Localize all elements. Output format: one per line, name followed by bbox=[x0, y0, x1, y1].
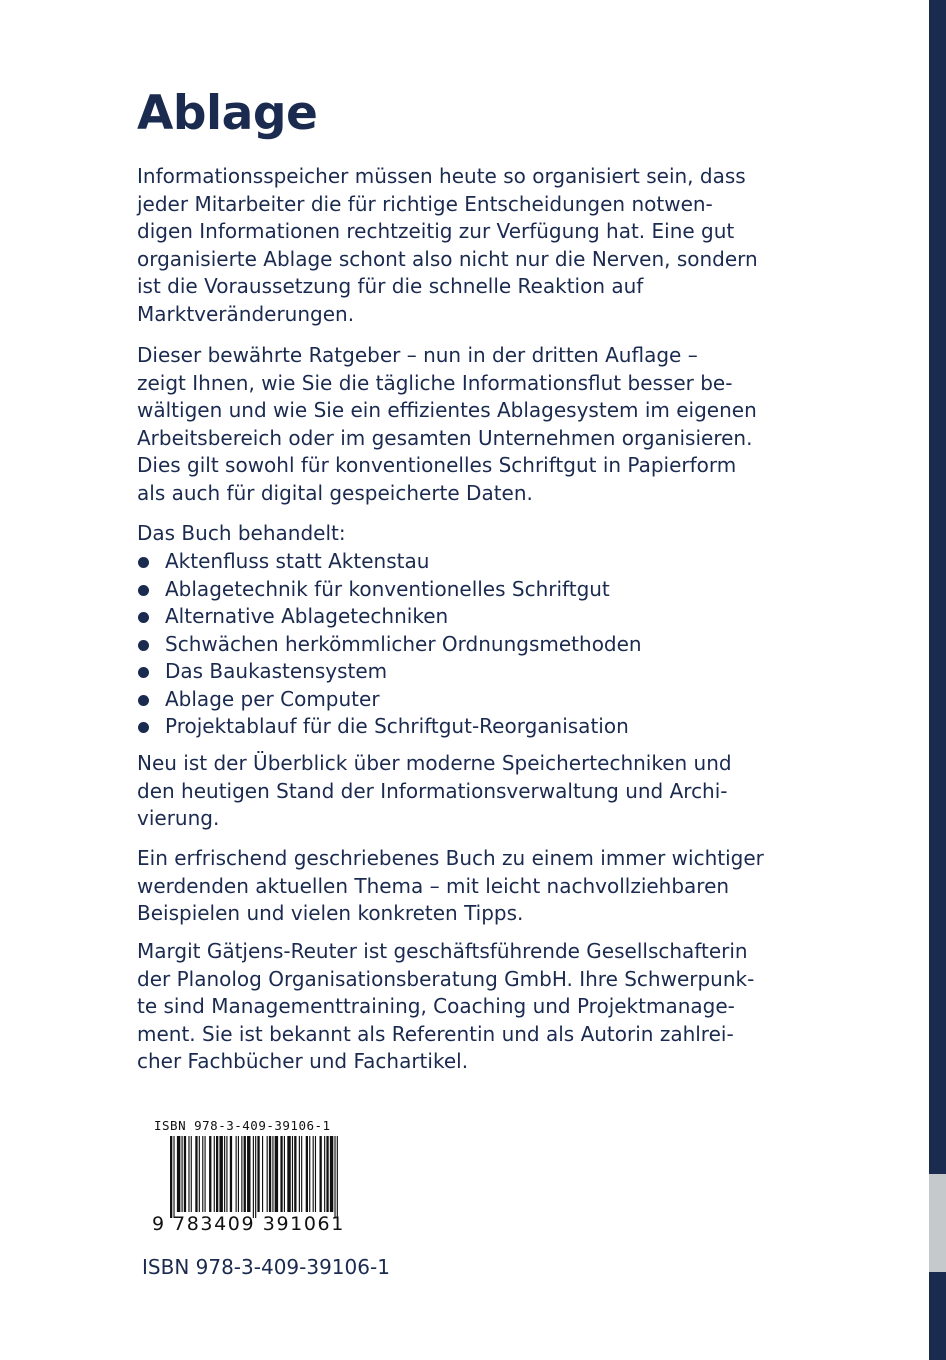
topics-intro: Das Buch behandelt: bbox=[137, 521, 346, 545]
barcode-bar bbox=[255, 1136, 256, 1218]
barcode-bar bbox=[202, 1136, 203, 1212]
barcode-bar bbox=[188, 1136, 189, 1212]
barcode-bar bbox=[272, 1136, 273, 1212]
barcode-bar bbox=[313, 1136, 314, 1212]
barcode-bar bbox=[219, 1136, 222, 1212]
author-bio-paragraph: Margit Gätjens-Reuter ist geschäftsführende Gesellschafterin der Planolog Organisationsberatung GmbH. Ihre Schwerpunk- te sind Managementtraining, Coaching und Projektmanage- ment. Sie ist bekannt als Referentin und als Autorin zahlrei- cher Fachbücher und Fachartikel. bbox=[137, 939, 755, 1073]
bullet-icon bbox=[138, 667, 149, 678]
barcode-bar bbox=[267, 1136, 268, 1212]
barcode-bar bbox=[191, 1136, 192, 1212]
spine-grey-block bbox=[929, 1174, 946, 1272]
list-item bbox=[137, 658, 797, 686]
barcode-bar bbox=[337, 1136, 338, 1218]
list-item-label: Das Baukastensystem bbox=[165, 659, 388, 683]
barcode-bar bbox=[224, 1136, 225, 1212]
book-spine-edge bbox=[929, 0, 946, 1360]
barcode-lead-digit: 9 bbox=[152, 1213, 165, 1235]
barcode-isbn-label: ISBN 978-3-409-39106-1 bbox=[154, 1118, 331, 1133]
bullet-icon bbox=[138, 722, 149, 733]
barcode-bar bbox=[230, 1136, 232, 1212]
barcode-bar bbox=[269, 1136, 271, 1212]
bullet-icon bbox=[138, 640, 149, 651]
list-item bbox=[137, 603, 797, 631]
barcode-bar bbox=[326, 1136, 328, 1212]
barcode-bar bbox=[299, 1136, 300, 1212]
isbn-text: ISBN 978-3-409-39106-1 bbox=[142, 1255, 390, 1279]
barcode-bar bbox=[330, 1136, 333, 1212]
barcode-bar bbox=[301, 1136, 302, 1212]
barcode-bar bbox=[284, 1136, 285, 1212]
barcode-bar bbox=[205, 1136, 206, 1212]
barcode-bar bbox=[184, 1136, 186, 1212]
barcode-bar bbox=[216, 1136, 218, 1212]
list-item-label: Aktenfluss statt Aktenstau bbox=[165, 549, 430, 573]
bullet-icon bbox=[138, 557, 149, 568]
barcode-bar bbox=[182, 1136, 183, 1212]
barcode-bar bbox=[306, 1136, 308, 1212]
barcode-bar bbox=[315, 1136, 316, 1212]
barcode-bar bbox=[294, 1136, 296, 1212]
barcode-bar bbox=[236, 1136, 237, 1212]
list-item bbox=[137, 576, 797, 604]
barcode-bar bbox=[209, 1136, 211, 1212]
list-item bbox=[137, 631, 797, 659]
barcode-bar bbox=[262, 1136, 263, 1212]
list-item-label: Ablage per Computer bbox=[165, 686, 380, 711]
barcode-bar bbox=[275, 1136, 278, 1212]
isbn-barcode bbox=[170, 1136, 338, 1218]
praise-paragraph: Ein erfrischend geschriebenes Buch zu einem immer wichtiger werdenden aktuellen Thema – mit leicht nachvollziehbaren Beispielen und vielen konkreten Tipps. bbox=[137, 846, 764, 925]
barcode-bar bbox=[244, 1136, 246, 1212]
barcode-bar bbox=[170, 1136, 172, 1218]
list-item bbox=[137, 713, 797, 741]
list-item-label: Schwächen herkömmlicher Ordnungsmethoden bbox=[165, 631, 642, 656]
barcode-digits: 783409 391061 bbox=[173, 1213, 345, 1235]
barcode-bar bbox=[334, 1136, 335, 1218]
barcode-bar bbox=[253, 1136, 254, 1218]
barcode-bar bbox=[241, 1136, 242, 1212]
barcode-bar bbox=[214, 1136, 215, 1212]
barcode-bar bbox=[195, 1136, 197, 1212]
list-item bbox=[137, 548, 797, 576]
barcode-bar bbox=[173, 1136, 174, 1218]
bullet-icon bbox=[138, 612, 149, 623]
bullet-icon bbox=[138, 585, 149, 596]
list-item bbox=[137, 686, 797, 714]
barcode-bar bbox=[226, 1136, 227, 1212]
barcode-bar bbox=[238, 1136, 239, 1212]
barcode-bar bbox=[292, 1136, 293, 1212]
barcode-bar bbox=[287, 1136, 290, 1212]
barcode-bar bbox=[257, 1136, 259, 1212]
barcode-bar bbox=[324, 1136, 325, 1212]
list-item-label: Ablagetechnik für konventionelles Schriftgut bbox=[165, 576, 610, 601]
barcode-bar bbox=[280, 1136, 282, 1212]
new-content-paragraph: Neu ist der Überblick über moderne Speichertechniken und den heutigen Stand der Informationsverwaltung und Archi- vierung. bbox=[137, 751, 732, 830]
list-item-label: Alternative Ablagetechniken bbox=[165, 604, 449, 628]
topics-list bbox=[137, 548, 797, 741]
barcode-bar bbox=[199, 1136, 200, 1212]
list-item-label: Projektablauf für die Schriftgut-Reorganisation bbox=[165, 714, 629, 738]
barcode-bar bbox=[309, 1136, 310, 1212]
barcode-bar bbox=[247, 1136, 250, 1212]
barcode-bar bbox=[320, 1136, 322, 1212]
book-title: Ablage bbox=[137, 86, 318, 141]
bullet-icon bbox=[138, 695, 149, 706]
barcode-bar bbox=[177, 1136, 180, 1212]
intro-paragraph: Informationsspeicher müssen heute so organisiert sein, dass jeder Mitarbeiter die für richtige Entscheidungen notwen- digen Informationen rechtzeitig zur Verfügung hat. Eine gut organisierte Ablage schont also nicht nur die Nerven, sondern ist die Voraussetzung für die schnelle Reaktion auf Marktveränderungen. bbox=[137, 164, 758, 326]
description-paragraph: Dieser bewährte Ratgeber – nun in der dritten Auflage – zeigt Ihnen, wie Sie die tägliche Informationsflut besser be- wältigen und wie Sie ein effizientes Ablagesystem im eigenen Arbeitsbereich oder im gesamten Unternehmen organisieren. Dies gilt sowohl für konventionelles Schriftgut in Papierform als auch für digital gespeicherte Daten. bbox=[137, 343, 757, 505]
